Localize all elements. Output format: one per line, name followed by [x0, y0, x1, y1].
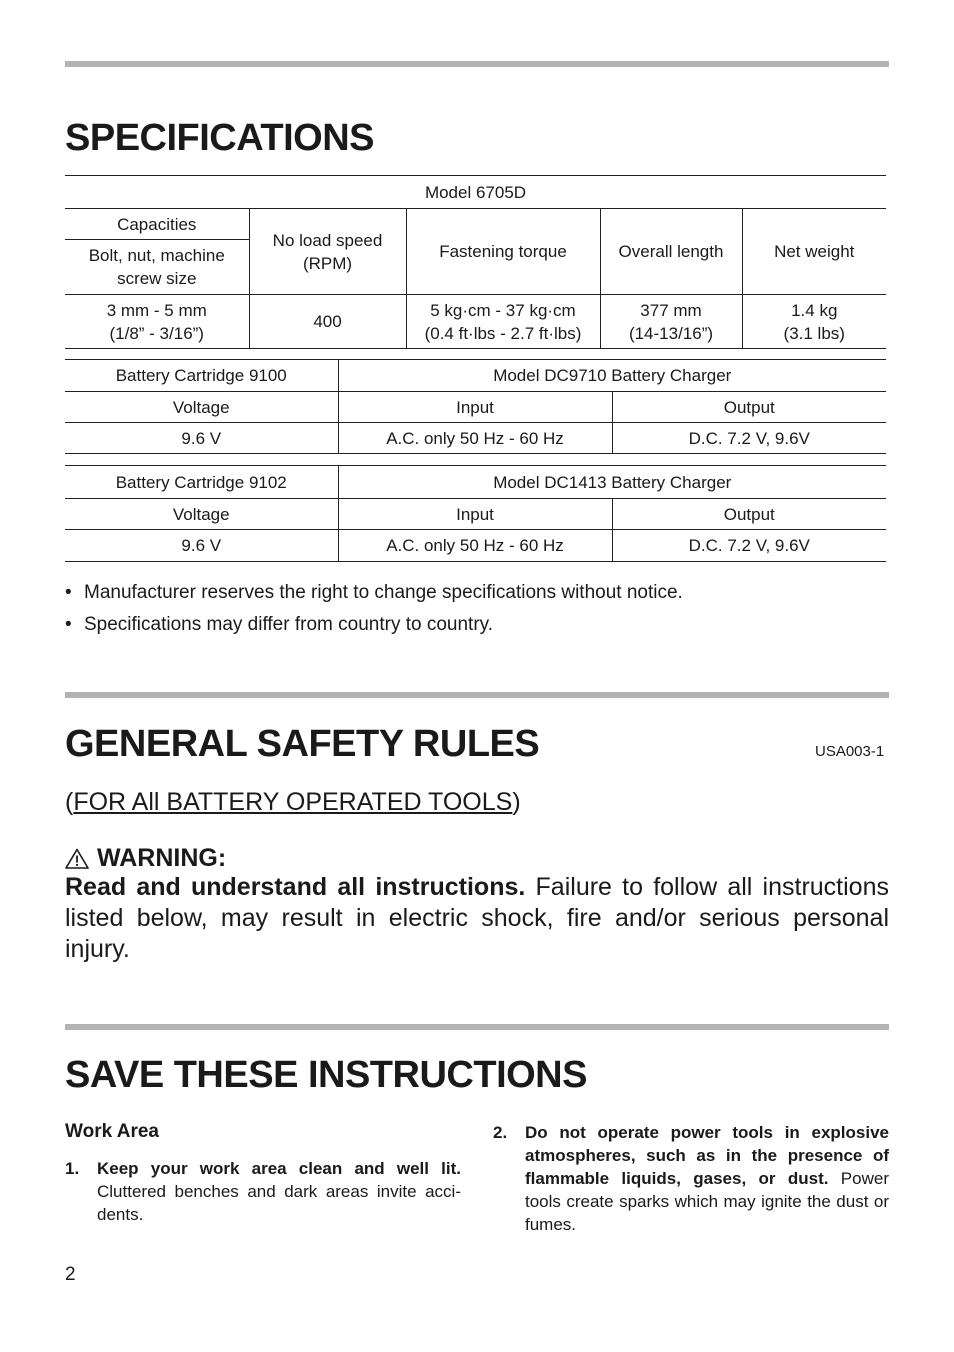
battery-charger: Model DC1413 Battery Charger: [338, 466, 886, 499]
battery-table-9100: [65, 359, 886, 454]
length-header: Overall length: [600, 209, 742, 295]
speed-value: 400: [249, 295, 406, 349]
input-value: A.C. only 50 Hz - 60 Hz: [338, 530, 612, 562]
note-item: • Specifications may differ from country to country.: [65, 614, 494, 635]
instruction-item-2: 2. Do not operate power tools in explosive atmospheres, such as in the presence of flammable liquids, gases, or dust. Power tools create sparks which may ignite the dust or fumes.: [493, 1123, 889, 1234]
specification-notes: [65, 581, 683, 645]
page-number: 2: [65, 1264, 76, 1285]
capacities-subheader: Bolt, nut, machine screw size: [65, 240, 249, 295]
safety-title: GENERAL SAFETY RULES: [65, 723, 540, 765]
length-value: 377 mm (14-13/16”): [600, 295, 742, 349]
safety-divider: [65, 692, 889, 698]
input-header: Input: [338, 499, 612, 530]
voltage-header: Voltage: [65, 392, 338, 423]
specifications-title: SPECIFICATIONS: [65, 117, 374, 159]
torque-value: 5 kg·cm - 37 kg·cm (0.4 ft·lbs - 2.7 ft·lbs): [406, 295, 600, 349]
battery-table-9102: [65, 465, 886, 562]
document-code: USA003-1: [815, 743, 885, 760]
work-area-heading: Work Area: [65, 1121, 159, 1142]
top-divider: [65, 61, 889, 67]
battery-cartridge: Battery Cartridge 9100: [65, 360, 338, 392]
output-value: D.C. 7.2 V, 9.6V: [612, 530, 886, 562]
voltage-value: 9.6 V: [65, 423, 338, 454]
voltage-header: Voltage: [65, 499, 338, 530]
voltage-value: 9.6 V: [65, 530, 338, 562]
save-title: SAVE THESE INSTRUCTIONS: [65, 1054, 587, 1096]
warning-heading: WARNING:: [65, 844, 226, 873]
weight-header: Net weight: [742, 209, 886, 295]
weight-value: 1.4 kg (3.1 lbs): [742, 295, 886, 349]
model-header: Model 6705D: [65, 176, 886, 209]
speed-header: No load speed (RPM): [249, 209, 406, 295]
input-header: Input: [338, 392, 612, 423]
output-header: Output: [612, 499, 886, 530]
specifications-table: [65, 175, 886, 349]
input-value: A.C. only 50 Hz - 60 Hz: [338, 423, 612, 454]
output-value: D.C. 7.2 V, 9.6V: [612, 423, 886, 454]
battery-cartridge: Battery Cartridge 9102: [65, 466, 338, 499]
warning-paragraph: Read and understand all instructions. Failure to follow all instructions listed below, may result in electric shock, fire and/or serious personal injury.: [65, 873, 889, 963]
capacities-header: Capacities: [65, 209, 249, 240]
instruction-item-1: 1. Keep your work area clean and well lit. Cluttered benches and dark areas invite acci-dents.: [65, 1159, 461, 1224]
safety-subtitle: (FOR All BATTERY OPERATED TOOLS): [65, 788, 521, 816]
save-divider: [65, 1024, 889, 1030]
note-item: • Manufacturer reserves the right to change specifications without notice.: [65, 582, 683, 603]
capacity-value: 3 mm - 5 mm (1/8” - 3/16”): [65, 295, 249, 349]
output-header: Output: [612, 392, 886, 423]
warning-triangle-icon: [65, 848, 89, 869]
torque-header: Fastening torque: [406, 209, 600, 295]
battery-charger: Model DC9710 Battery Charger: [338, 360, 886, 392]
